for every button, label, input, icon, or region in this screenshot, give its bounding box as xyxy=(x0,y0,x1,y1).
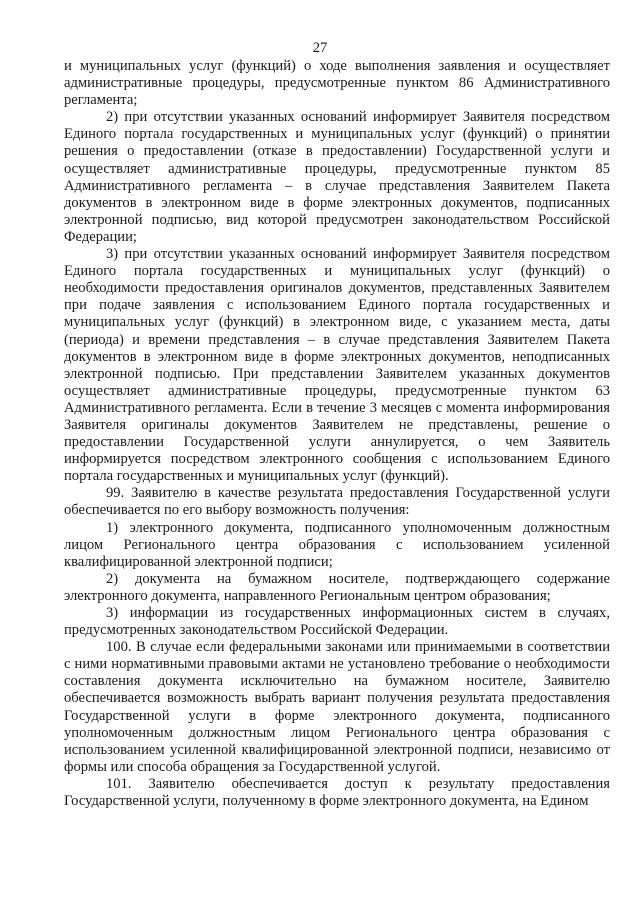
paragraph: 2) документа на бумажном носителе, подтверждающего содержание электронного документа, направленного Региональным центром образования; xyxy=(64,570,610,604)
paragraph: 3) при отсутствии указанных оснований информирует Заявителя посредством Единого портала государственных и муниципальных услуг (функций) о необходимости предоставления оригиналов документов, представленных Заявителем при подаче заявления с использованием Единого портала государственных и муниципальных услуг (функций) в электронном виде, с указанием места, даты (периода) и времени представления – в случае представления Заявителем Пакета документов в электронном виде в форме электронных документов, неподписанных электронной подписью. При представлении Заявителем указанных документов осуществляет административные процедуры, предусмотренные пунктом 63 Административного регламента. Если в течение 3 месяцев с момента информирования Заявителя оригиналы документов Заявителем не представлены, решение о предоставлении Государственной услуги аннулируется, о чем Заявитель информируется посредством электронного сообщения с использованием Единого портала государственных и муниципальных услуг (функций). xyxy=(64,246,610,485)
page-number: 27 xyxy=(312,40,328,56)
paragraph: 2) при отсутствии указанных оснований информирует Заявителя посредством Единого портала государственных и муниципальных услуг (функций) о принятии решения о предоставлении (отказе в предоставлении) Государственной услуги и осуществляет административные процедуры, предусмотренные пунктом 85 Административного регламента – в случае представления Заявителем Пакета документов в электронном виде в форме электронных документов, подписанных электронной подписью, вид которой предусмотрен законодательством Российской Федерации; xyxy=(64,109,610,245)
paragraph: 101. Заявителю обеспечивается доступ к результату предоставления Государственной услуги, полученному в форме электронного документа, на Едином xyxy=(64,775,610,810)
paragraph: 99. Заявителю в качестве результата предоставления Государственной услуги обеспечивается по его выбору возможность получения: xyxy=(64,485,610,519)
paragraph: 3) информации из государственных информационных систем в случаях, предусмотренных законодательством Российской Федерации. xyxy=(64,605,610,639)
document-body xyxy=(64,58,610,810)
paragraph: и муниципальных услуг (функций) о ходе выполнения заявления и осуществляет административные процедуры, предусмотренные пунктом 86 Административного регламента; xyxy=(64,58,610,109)
paragraph: 1) электронного документа, подписанного уполномоченным должностным лицом Регионального центра образования с использованием усиленной квалифицированной электронной подписи; xyxy=(64,519,610,570)
paragraph: 100. В случае если федеральными законами или принимаемыми в соответствии с ними нормативными правовыми актами не установлено требование о необходимости составления документа исключительно на бумажном носителе, Заявителю обеспечивается возможность выбрать вариант получения результата предоставления Государственной услуги в форме электронного документа, подписанного уполномоченным должностным лицом Регионального центра образования с использованием усиленной квалифицированной электронной подписи, независимо от формы или способа обращения за Государственной услугой. xyxy=(64,639,610,775)
